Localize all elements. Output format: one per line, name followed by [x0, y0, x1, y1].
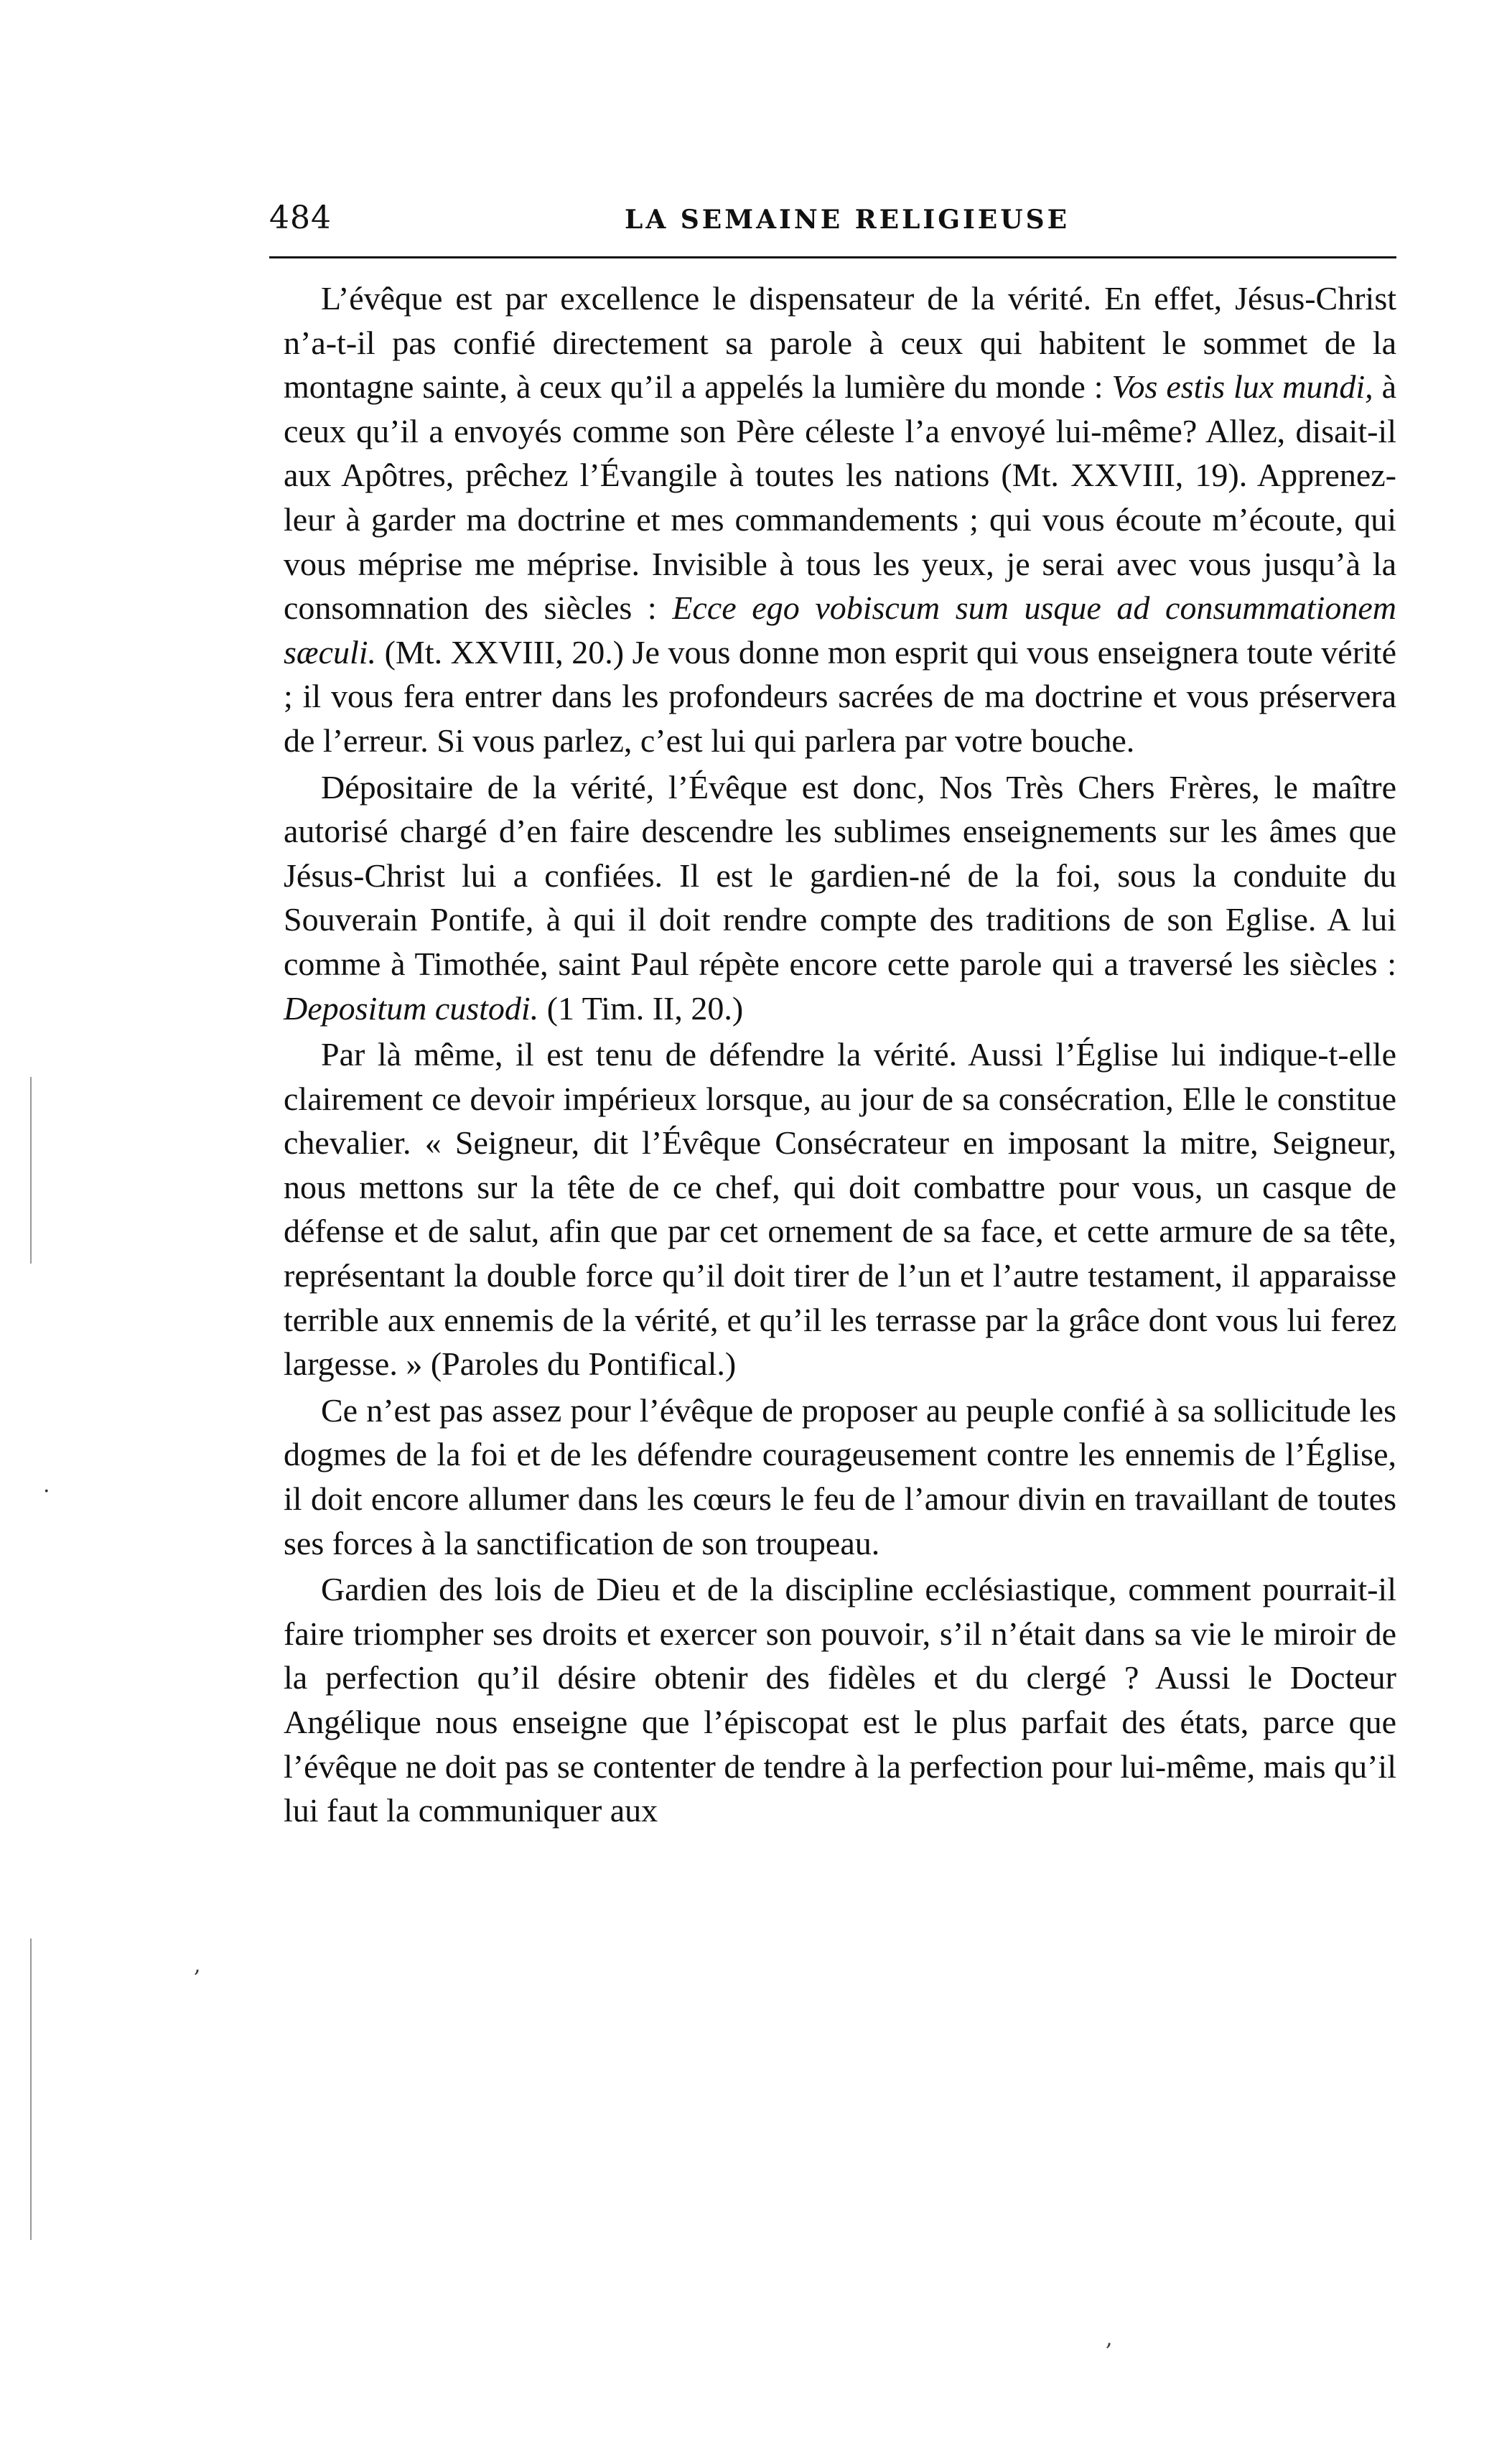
scan-margin-mark	[30, 1077, 32, 1264]
scan-speck: ·	[43, 1479, 50, 1504]
text-run: Par là même, il est tenu de défendre la vérité. Aussi l’Église lui indique-t-elle clairement ce devoir impérieux lorsque, au jour de sa consécration, Elle le constitue chevalier. « Seigneur, dit l’Évêque Consécrateur en imposant la mitre, Seigneur, nous mettons sur la tête de ce chef, qui doit combattre pour vous, un casque de défense et de salut, afin que par cet ornement de sa face, et cette armure de sa tête, représentant la double force qu’il doit tirer de l’un et l’autre testament, il apparaisse terrible aux ennemis de la vérité, et qu’il les terrasse par la grâce dont vous lui ferez largesse. » (Paroles du Pontifical.)	[284, 1036, 1396, 1383]
text-run: (Mt. XXVIII, 20.) Je vous donne mon esprit qui vous enseignera toute vérité ; il vous fera entrer dans les profondeurs sacrées de ma doctrine et vous préservera de l’erreur. Si vous parlez, c’est lui qui parlera par votre bouche.	[284, 633, 1396, 759]
text-run: Ce n’est pas assez pour l’évêque de proposer au peuple confié à sa sollicitude les dogmes de la foi et de les défendre courageusement contre les ennemis de l’Église, il doit encore allumer dans les cœurs le feu de l’amour divin en travaillant de toutes ses forces à la sanctification de son troupeau.	[284, 1391, 1396, 1562]
body-text	[284, 276, 1396, 1835]
paragraph-1	[284, 276, 1396, 763]
text-run: (1 Tim. II, 20.)	[538, 989, 744, 1027]
scan-speck: ,	[1106, 2326, 1113, 2351]
latin-quote: Depositum custodi.	[284, 989, 539, 1027]
text-run: L’évêque est par excellence le dispensateur de la vérité. En effet, Jésus-Christ n’a-t-il pas confié directement sa parole à ceux qui habitent le sommet de la montagne sainte, à ceux qu’il a appelés la lumière du monde :	[284, 280, 1396, 406]
text-run: Gardien des lois de Dieu et de la discipline ecclésiastique, comment pourrait-il faire triompher ses droits et exercer son pouvoir, s’il n’était dans sa vie le miroir de la perfection qu’il désire obtenir des fidèles et du clergé ? Aussi le Docteur Angélique nous enseigne que l’épiscopat est le plus parfait des états, parce que l’évêque ne doit pas se contenter de tendre à la perfection pour lui-même, mais qu’il lui faut la communiquer aux	[284, 1571, 1396, 1829]
paragraph-2	[284, 765, 1396, 1031]
scan-speck: ,	[194, 1953, 201, 1978]
page-number: 484	[269, 200, 332, 236]
text-run: Dépositaire de la vérité, l’Évêque est donc, Nos Très Chers Frères, le maître autorisé chargé d’en faire descendre les sublimes enseignements sur les âmes que Jésus-Christ lui a confiées. Il est le gardien-né de la foi, sous la conduite du Souverain Pontife, à qui il doit rendre compte des traditions de son Eglise. A lui comme à Timothée, saint Paul répète encore cette parole qui a traversé les siècles :	[284, 768, 1396, 982]
latin-quote: Ecce ego vobiscum sum usque ad consummationem sæculi.	[284, 589, 1396, 671]
paragraph-3	[284, 1032, 1396, 1386]
paragraph-5	[284, 1567, 1396, 1833]
scan-margin-mark	[30, 1938, 32, 2240]
header-rule	[269, 256, 1396, 258]
latin-quote: Vos estis lux mundi,	[1111, 368, 1373, 406]
text-run: à ceux qu’il a envoyés comme son Père céleste l’a envoyé lui-même? Allez, disait-il aux Apôtres, prêchez l’Évangile à toutes les nations (Mt. XXVIII, 19). Apprenez-leur à garder ma doctrine et mes commandements ; qui vous écoute m’écoute, qui vous méprise me méprise. Invisible à tous les yeux, je serai avec vous jusqu’à la consomnation des siècles :	[284, 368, 1397, 627]
running-head: LA SEMAINE RELIGIEUSE	[625, 205, 1070, 235]
paragraph-4	[284, 1388, 1396, 1565]
